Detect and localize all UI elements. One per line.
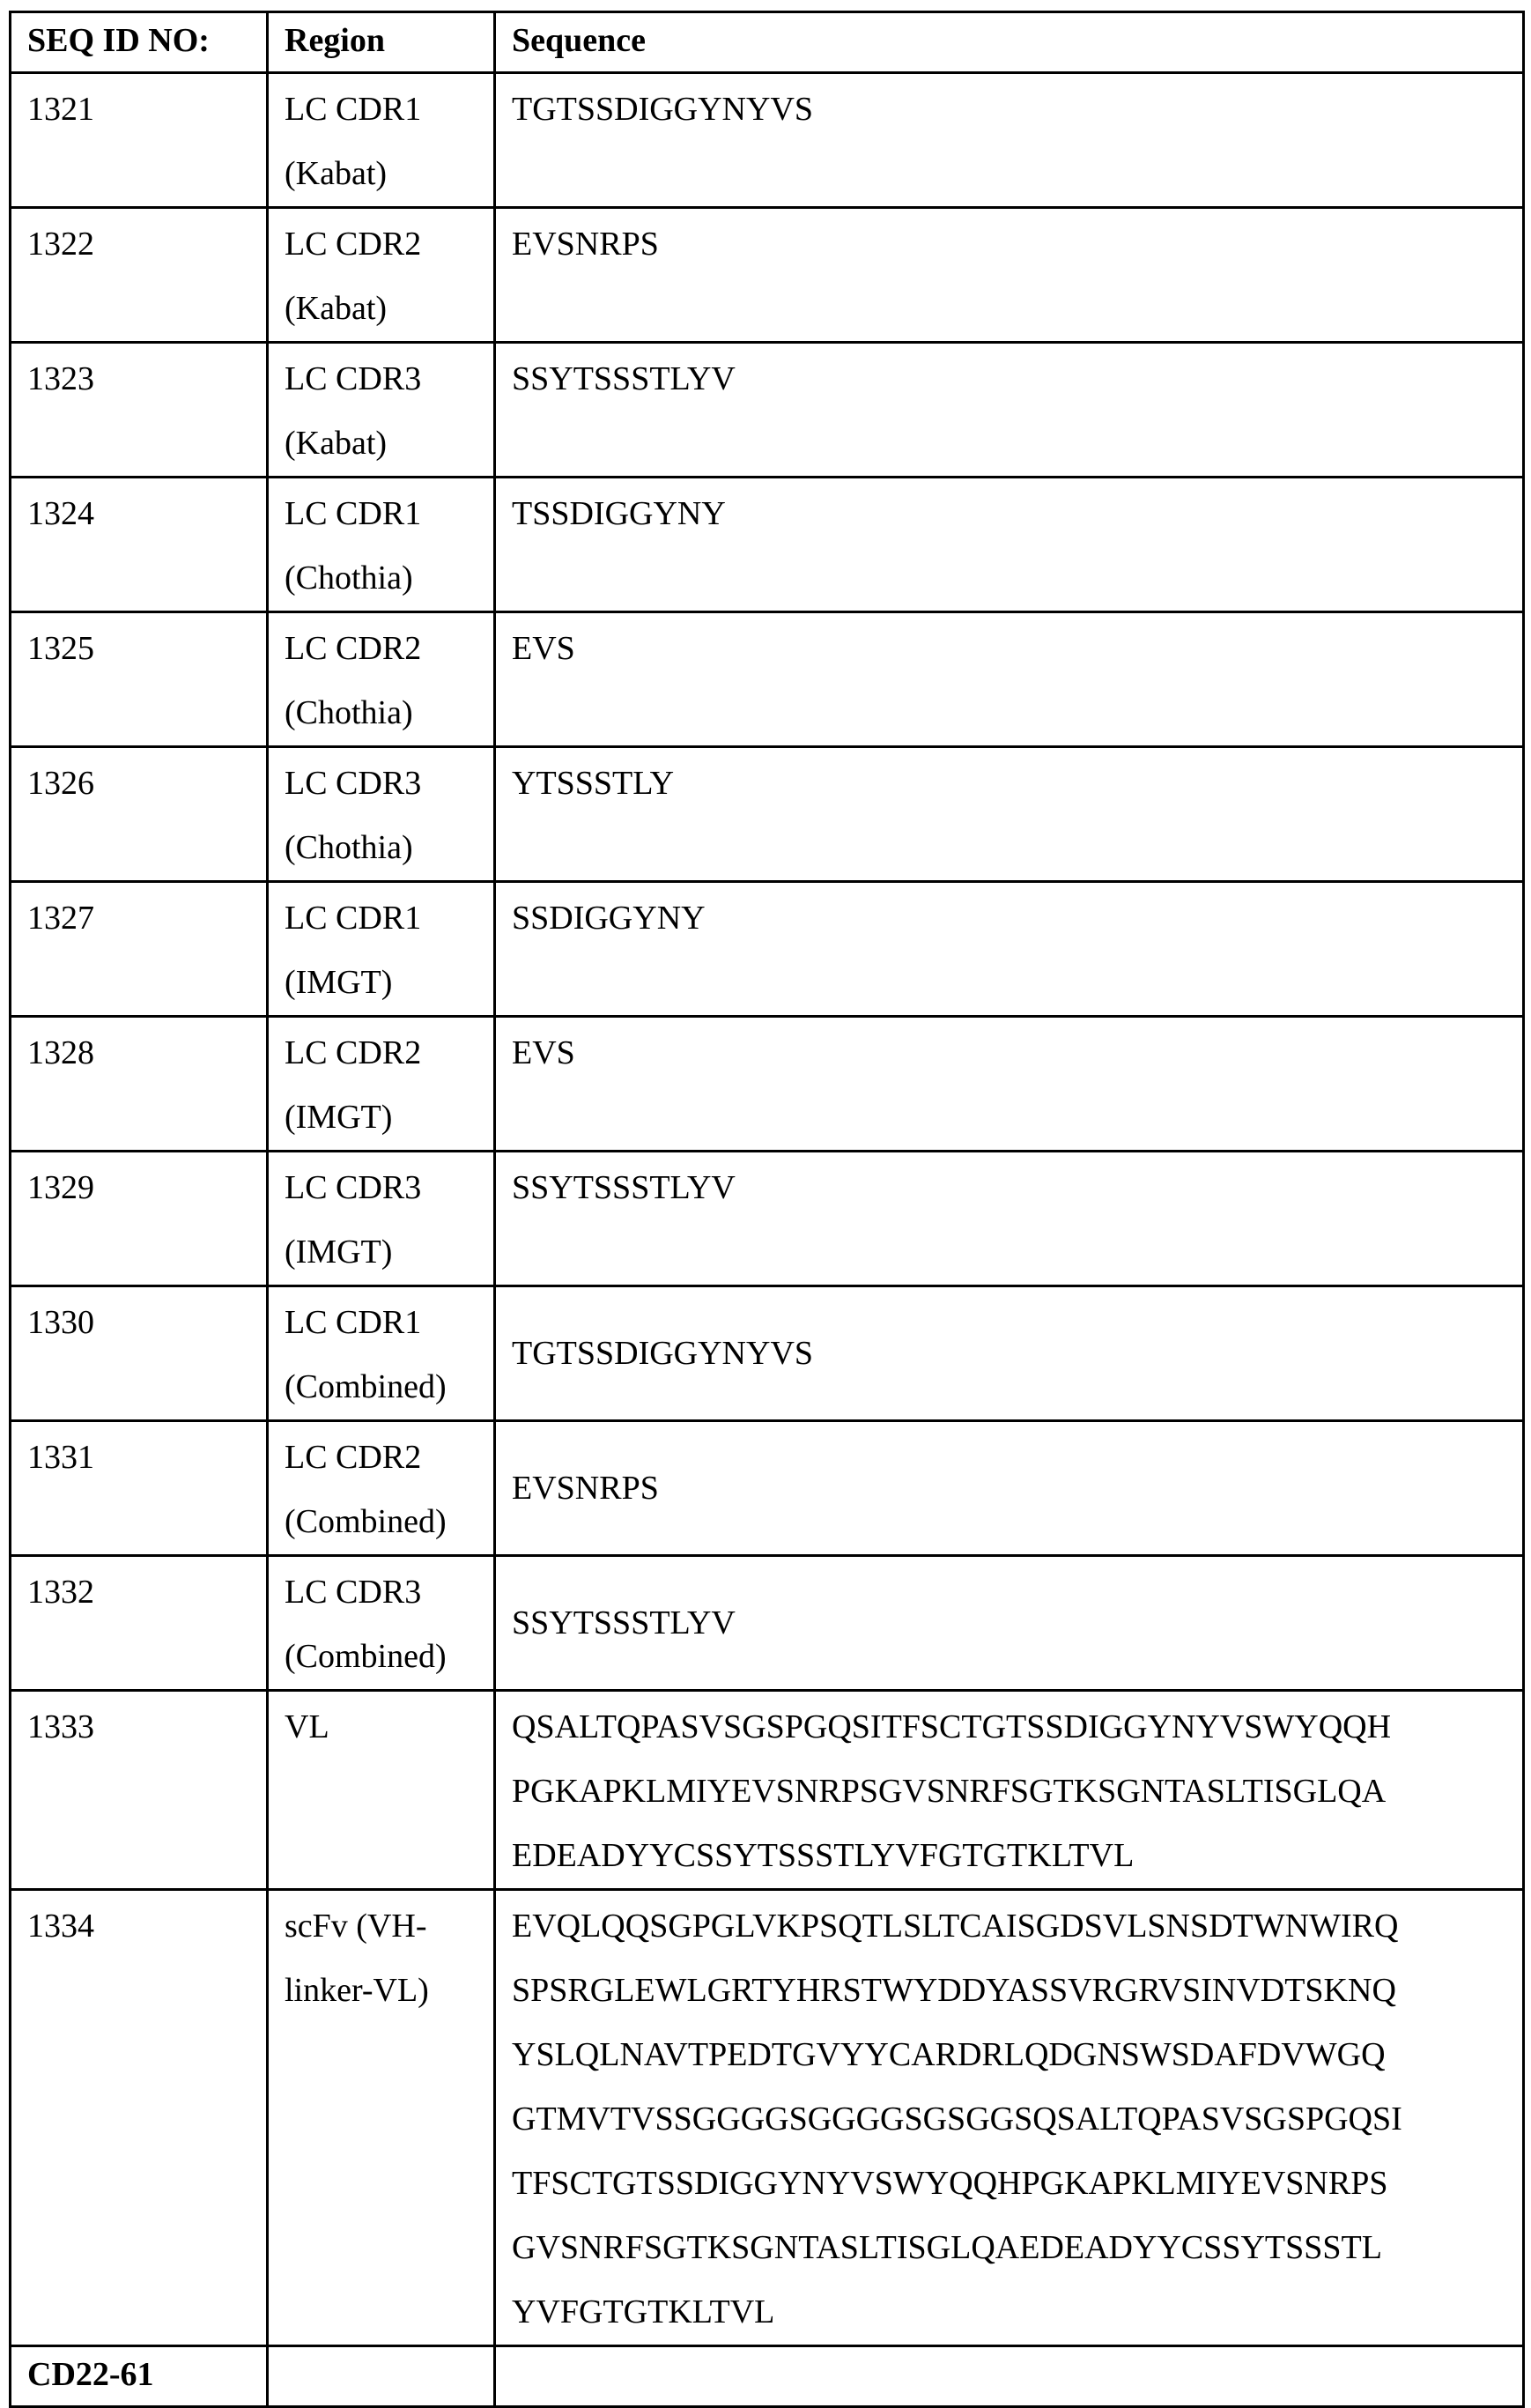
region-line: (Combined) — [285, 1625, 477, 1689]
region-line: LC CDR1 — [285, 482, 477, 546]
sequence-cell — [495, 882, 1524, 1017]
region-line: VL — [285, 1695, 477, 1760]
region-line: LC CDR2 — [285, 617, 477, 681]
region-cell — [268, 478, 495, 612]
region-line: LC CDR3 — [285, 1156, 477, 1220]
sequence-cell — [495, 747, 1524, 882]
table-row — [11, 1691, 1524, 1890]
seq-id-cell: 1323 — [11, 343, 268, 478]
header-seq-id: SEQ ID NO: — [11, 12, 268, 73]
region-line: (IMGT) — [285, 1085, 477, 1150]
region-cell — [268, 1421, 495, 1556]
seq-id-cell: 1333 — [11, 1691, 268, 1890]
sequence-line: GVSNRFSGTKSGNTASLTISGLQAEDEADYYCSSYTSSSTL — [512, 2216, 1506, 2280]
group-row — [11, 2346, 1524, 2407]
table-row — [11, 1152, 1524, 1286]
sequence-line: SSYTSSSTLYV — [512, 1591, 1506, 1656]
table-row — [11, 1890, 1524, 2346]
region-cell — [268, 1556, 495, 1691]
region-cell — [268, 208, 495, 343]
sequence-line: SSYTSSSTLYV — [512, 347, 1506, 411]
sequence-cell — [495, 1691, 1524, 1890]
region-line: (Combined) — [285, 1490, 477, 1554]
sequence-line: TSSDIGGYNY — [512, 482, 1506, 546]
sequence-cell — [495, 1890, 1524, 2346]
region-line: LC CDR2 — [285, 1426, 477, 1490]
region-line: LC CDR3 — [285, 1560, 477, 1625]
seq-id-cell: 1324 — [11, 478, 268, 612]
sequence-line: EVSNRPS — [512, 1456, 1506, 1521]
sequence-line: EVQLQQSGPGLVKPSQTLSLTCAISGDSVLSNSDTWNWIRQ — [512, 1894, 1506, 1959]
sequence-line: TGTSSDIGGYNYVS — [512, 1322, 1506, 1386]
sequence-cell — [495, 1421, 1524, 1556]
table-row — [11, 747, 1524, 882]
sequence-cell — [495, 1152, 1524, 1286]
region-line: (Chothia) — [285, 546, 477, 611]
region-line: (Kabat) — [285, 411, 477, 476]
group-label: CD22-61 — [11, 2346, 268, 2407]
region-line: linker-VL) — [285, 1959, 477, 2023]
seq-id-cell: 1330 — [11, 1286, 268, 1421]
region-cell — [268, 1152, 495, 1286]
sequence-cell — [495, 73, 1524, 208]
sequence-cell — [495, 478, 1524, 612]
header-region: Region — [268, 12, 495, 73]
table-row — [11, 1421, 1524, 1556]
sequence-table — [9, 11, 1525, 2408]
region-cell — [268, 343, 495, 478]
seq-id-cell: 1332 — [11, 1556, 268, 1691]
table-row — [11, 1286, 1524, 1421]
region-line: (Kabat) — [285, 277, 477, 341]
region-line: (Combined) — [285, 1355, 477, 1419]
empty-cell — [268, 2346, 495, 2407]
region-line: (Chothia) — [285, 816, 477, 880]
empty-cell — [495, 2346, 1524, 2407]
region-line: (IMGT) — [285, 951, 477, 1015]
sequence-line: YTSSSTLY — [512, 752, 1506, 816]
seq-id-cell: 1321 — [11, 73, 268, 208]
sequence-line: PGKAPKLMIYEVSNRPSGVSNRFSGTKSGNTASLTISGLQA — [512, 1760, 1506, 1824]
region-cell — [268, 747, 495, 882]
sequence-cell — [495, 208, 1524, 343]
table-row — [11, 73, 1524, 208]
sequence-line: SPSRGLEWLGRTYHRSTWYDDYASSVRGRVSINVDTSKNQ — [512, 1959, 1506, 2023]
region-line: LC CDR1 — [285, 1291, 477, 1355]
region-line: LC CDR2 — [285, 1021, 477, 1085]
sequence-line: EVS — [512, 1021, 1506, 1085]
seq-id-cell: 1331 — [11, 1421, 268, 1556]
sequence-line: EVS — [512, 617, 1506, 681]
region-line: LC CDR1 — [285, 78, 477, 142]
sequence-cell — [495, 1017, 1524, 1152]
seq-id-cell: 1328 — [11, 1017, 268, 1152]
sequence-cell — [495, 1556, 1524, 1691]
table-row — [11, 478, 1524, 612]
region-line: LC CDR3 — [285, 752, 477, 816]
region-line: LC CDR1 — [285, 886, 477, 951]
region-line: (Chothia) — [285, 681, 477, 745]
table-row — [11, 612, 1524, 747]
region-line: scFv (VH- — [285, 1894, 477, 1959]
seq-id-cell: 1329 — [11, 1152, 268, 1286]
region-line: LC CDR2 — [285, 212, 477, 277]
sequence-line: EVSNRPS — [512, 212, 1506, 277]
region-cell — [268, 1691, 495, 1890]
seq-id-cell: 1327 — [11, 882, 268, 1017]
region-cell — [268, 73, 495, 208]
sequence-line: GTMVTVSSGGGGSGGGGSGSGGSQSALTQPASVSGSPGQSI — [512, 2087, 1506, 2152]
seq-id-cell: 1334 — [11, 1890, 268, 2346]
region-cell — [268, 882, 495, 1017]
region-line: (IMGT) — [285, 1220, 477, 1285]
table-row — [11, 882, 1524, 1017]
table-row — [11, 343, 1524, 478]
seq-id-cell: 1325 — [11, 612, 268, 747]
table-row — [11, 1017, 1524, 1152]
sequence-line: TFSCTGTSSDIGGYNYVSWYQQHPGKAPKLMIYEVSNRPS — [512, 2152, 1506, 2216]
sequence-cell — [495, 343, 1524, 478]
sequence-line: EDEADYYCSSYTSSSTLYVFGTGTKLTVL — [512, 1824, 1506, 1888]
table-row — [11, 1556, 1524, 1691]
sequence-line: TGTSSDIGGYNYVS — [512, 78, 1506, 142]
sequence-line: YVFGTGTKLTVL — [512, 2280, 1506, 2345]
seq-id-cell: 1326 — [11, 747, 268, 882]
sequence-cell — [495, 1286, 1524, 1421]
region-line: LC CDR3 — [285, 347, 477, 411]
region-cell — [268, 612, 495, 747]
sequence-cell — [495, 612, 1524, 747]
region-cell — [268, 1890, 495, 2346]
sequence-line: SSYTSSSTLYV — [512, 1156, 1506, 1220]
header-row — [11, 12, 1524, 73]
seq-id-cell: 1322 — [11, 208, 268, 343]
table-row — [11, 208, 1524, 343]
sequence-line: QSALTQPASVSGSPGQSITFSCTGTSSDIGGYNYVSWYQQH — [512, 1695, 1506, 1760]
region-cell — [268, 1286, 495, 1421]
sequence-line: YSLQLNAVTPEDTGVYYCARDRLQDGNSWSDAFDVWGQ — [512, 2023, 1506, 2087]
region-cell — [268, 1017, 495, 1152]
header-sequence: Sequence — [495, 12, 1524, 73]
sequence-line: SSDIGGYNY — [512, 886, 1506, 951]
region-line: (Kabat) — [285, 142, 477, 206]
